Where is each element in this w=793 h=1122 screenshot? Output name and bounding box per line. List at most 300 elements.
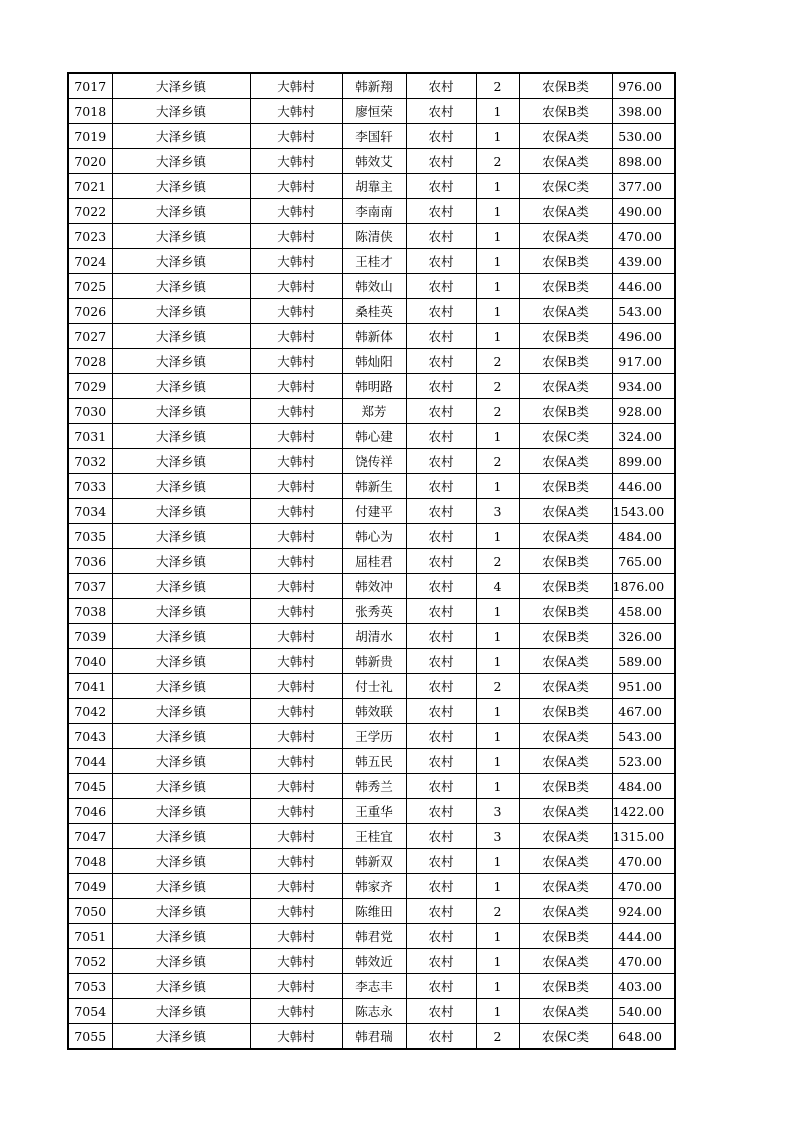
row-id-cell: 7020 xyxy=(68,149,112,174)
amount-cell: 484.00 xyxy=(612,524,675,549)
town-cell: 大泽乡镇 xyxy=(112,449,250,474)
persons-cell: 2 xyxy=(476,374,519,399)
table-body xyxy=(68,73,675,1049)
area-type-cell: 农村 xyxy=(406,249,476,274)
amount-cell: 543.00 xyxy=(612,724,675,749)
name-cell: 付士礼 xyxy=(342,674,406,699)
persons-cell: 1 xyxy=(476,299,519,324)
amount-cell: 467.00 xyxy=(612,699,675,724)
persons-cell: 2 xyxy=(476,399,519,424)
area-type-cell: 农村 xyxy=(406,449,476,474)
name-cell: 陈维田 xyxy=(342,899,406,924)
persons-cell: 2 xyxy=(476,73,519,99)
category-cell: 农保A类 xyxy=(519,674,612,699)
amount-cell: 898.00 xyxy=(612,149,675,174)
town-cell: 大泽乡镇 xyxy=(112,1024,250,1050)
category-cell: 农保B类 xyxy=(519,324,612,349)
town-cell: 大泽乡镇 xyxy=(112,474,250,499)
town-cell: 大泽乡镇 xyxy=(112,749,250,774)
village-cell: 大韩村 xyxy=(250,1024,342,1050)
name-cell: 李志丰 xyxy=(342,974,406,999)
persons-cell: 1 xyxy=(476,424,519,449)
persons-cell: 1 xyxy=(476,849,519,874)
persons-cell: 2 xyxy=(476,899,519,924)
town-cell: 大泽乡镇 xyxy=(112,299,250,324)
row-id-cell: 7031 xyxy=(68,424,112,449)
area-type-cell: 农村 xyxy=(406,624,476,649)
name-cell: 李南南 xyxy=(342,199,406,224)
village-cell: 大韩村 xyxy=(250,374,342,399)
town-cell: 大泽乡镇 xyxy=(112,824,250,849)
table-row xyxy=(68,624,675,649)
table-row xyxy=(68,674,675,699)
persons-cell: 1 xyxy=(476,974,519,999)
category-cell: 农保B类 xyxy=(519,73,612,99)
area-type-cell: 农村 xyxy=(406,73,476,99)
area-type-cell: 农村 xyxy=(406,849,476,874)
amount-cell: 470.00 xyxy=(612,849,675,874)
amount-cell: 1876.00 xyxy=(612,574,675,599)
persons-cell: 1 xyxy=(476,999,519,1024)
village-cell: 大韩村 xyxy=(250,974,342,999)
village-cell: 大韩村 xyxy=(250,849,342,874)
name-cell: 王重华 xyxy=(342,799,406,824)
area-type-cell: 农村 xyxy=(406,324,476,349)
amount-cell: 543.00 xyxy=(612,299,675,324)
village-cell: 大韩村 xyxy=(250,424,342,449)
table-row xyxy=(68,249,675,274)
amount-cell: 377.00 xyxy=(612,174,675,199)
name-cell: 饶传祥 xyxy=(342,449,406,474)
town-cell: 大泽乡镇 xyxy=(112,874,250,899)
village-cell: 大韩村 xyxy=(250,874,342,899)
table-row xyxy=(68,99,675,124)
amount-cell: 1315.00 xyxy=(612,824,675,849)
category-cell: 农保B类 xyxy=(519,99,612,124)
village-cell: 大韩村 xyxy=(250,749,342,774)
row-id-cell: 7050 xyxy=(68,899,112,924)
table-row xyxy=(68,124,675,149)
town-cell: 大泽乡镇 xyxy=(112,174,250,199)
name-cell: 韩心为 xyxy=(342,524,406,549)
town-cell: 大泽乡镇 xyxy=(112,224,250,249)
row-id-cell: 7053 xyxy=(68,974,112,999)
table-row xyxy=(68,799,675,824)
table-row xyxy=(68,524,675,549)
village-cell: 大韩村 xyxy=(250,999,342,1024)
area-type-cell: 农村 xyxy=(406,974,476,999)
row-id-cell: 7045 xyxy=(68,774,112,799)
area-type-cell: 农村 xyxy=(406,999,476,1024)
name-cell: 韩效艾 xyxy=(342,149,406,174)
table-row xyxy=(68,724,675,749)
table-row xyxy=(68,374,675,399)
amount-cell: 490.00 xyxy=(612,199,675,224)
village-cell: 大韩村 xyxy=(250,249,342,274)
village-cell: 大韩村 xyxy=(250,599,342,624)
name-cell: 陈志永 xyxy=(342,999,406,1024)
persons-cell: 1 xyxy=(476,174,519,199)
category-cell: 农保A类 xyxy=(519,199,612,224)
name-cell: 李国轩 xyxy=(342,124,406,149)
table-row xyxy=(68,1024,675,1050)
table-row xyxy=(68,73,675,99)
amount-cell: 470.00 xyxy=(612,949,675,974)
name-cell: 郑芳 xyxy=(342,399,406,424)
persons-cell: 1 xyxy=(476,724,519,749)
table-row xyxy=(68,299,675,324)
name-cell: 韩新双 xyxy=(342,849,406,874)
category-cell: 农保A类 xyxy=(519,749,612,774)
town-cell: 大泽乡镇 xyxy=(112,899,250,924)
table-row xyxy=(68,449,675,474)
table-row xyxy=(68,274,675,299)
name-cell: 韩新翔 xyxy=(342,73,406,99)
area-type-cell: 农村 xyxy=(406,899,476,924)
amount-cell: 924.00 xyxy=(612,899,675,924)
town-cell: 大泽乡镇 xyxy=(112,149,250,174)
village-cell: 大韩村 xyxy=(250,574,342,599)
persons-cell: 1 xyxy=(476,124,519,149)
amount-cell: 648.00 xyxy=(612,1024,675,1050)
area-type-cell: 农村 xyxy=(406,474,476,499)
town-cell: 大泽乡镇 xyxy=(112,774,250,799)
row-id-cell: 7048 xyxy=(68,849,112,874)
row-id-cell: 7051 xyxy=(68,924,112,949)
village-cell: 大韩村 xyxy=(250,699,342,724)
category-cell: 农保A类 xyxy=(519,824,612,849)
town-cell: 大泽乡镇 xyxy=(112,949,250,974)
row-id-cell: 7025 xyxy=(68,274,112,299)
category-cell: 农保A类 xyxy=(519,899,612,924)
name-cell: 韩新贵 xyxy=(342,649,406,674)
persons-cell: 2 xyxy=(476,674,519,699)
area-type-cell: 农村 xyxy=(406,649,476,674)
category-cell: 农保B类 xyxy=(519,249,612,274)
name-cell: 胡清水 xyxy=(342,624,406,649)
area-type-cell: 农村 xyxy=(406,99,476,124)
persons-cell: 1 xyxy=(476,599,519,624)
table-row xyxy=(68,999,675,1024)
village-cell: 大韩村 xyxy=(250,99,342,124)
village-cell: 大韩村 xyxy=(250,199,342,224)
town-cell: 大泽乡镇 xyxy=(112,324,250,349)
town-cell: 大泽乡镇 xyxy=(112,799,250,824)
village-cell: 大韩村 xyxy=(250,624,342,649)
area-type-cell: 农村 xyxy=(406,349,476,374)
name-cell: 韩家齐 xyxy=(342,874,406,899)
category-cell: 农保A类 xyxy=(519,799,612,824)
table-row xyxy=(68,549,675,574)
village-cell: 大韩村 xyxy=(250,299,342,324)
category-cell: 农保B类 xyxy=(519,774,612,799)
row-id-cell: 7043 xyxy=(68,724,112,749)
row-id-cell: 7032 xyxy=(68,449,112,474)
persons-cell: 1 xyxy=(476,749,519,774)
town-cell: 大泽乡镇 xyxy=(112,399,250,424)
category-cell: 农保A类 xyxy=(519,374,612,399)
village-cell: 大韩村 xyxy=(250,674,342,699)
amount-cell: 470.00 xyxy=(612,874,675,899)
table-row xyxy=(68,599,675,624)
town-cell: 大泽乡镇 xyxy=(112,674,250,699)
table-row xyxy=(68,974,675,999)
name-cell: 韩新体 xyxy=(342,324,406,349)
category-cell: 农保B类 xyxy=(519,699,612,724)
name-cell: 付建平 xyxy=(342,499,406,524)
category-cell: 农保B类 xyxy=(519,349,612,374)
area-type-cell: 农村 xyxy=(406,949,476,974)
area-type-cell: 农村 xyxy=(406,799,476,824)
table-row xyxy=(68,699,675,724)
amount-cell: 326.00 xyxy=(612,624,675,649)
category-cell: 农保A类 xyxy=(519,874,612,899)
village-cell: 大韩村 xyxy=(250,899,342,924)
village-cell: 大韩村 xyxy=(250,73,342,99)
area-type-cell: 农村 xyxy=(406,524,476,549)
amount-cell: 398.00 xyxy=(612,99,675,124)
category-cell: 农保B类 xyxy=(519,574,612,599)
table-row xyxy=(68,824,675,849)
table-row xyxy=(68,749,675,774)
data-table xyxy=(67,72,676,1050)
village-cell: 大韩村 xyxy=(250,724,342,749)
category-cell: 农保B类 xyxy=(519,549,612,574)
row-id-cell: 7055 xyxy=(68,1024,112,1050)
area-type-cell: 农村 xyxy=(406,724,476,749)
village-cell: 大韩村 xyxy=(250,799,342,824)
amount-cell: 439.00 xyxy=(612,249,675,274)
row-id-cell: 7034 xyxy=(68,499,112,524)
row-id-cell: 7024 xyxy=(68,249,112,274)
village-cell: 大韩村 xyxy=(250,324,342,349)
amount-cell: 1422.00 xyxy=(612,799,675,824)
row-id-cell: 7038 xyxy=(68,599,112,624)
name-cell: 屈桂君 xyxy=(342,549,406,574)
town-cell: 大泽乡镇 xyxy=(112,849,250,874)
town-cell: 大泽乡镇 xyxy=(112,649,250,674)
persons-cell: 4 xyxy=(476,574,519,599)
town-cell: 大泽乡镇 xyxy=(112,574,250,599)
table-row xyxy=(68,649,675,674)
village-cell: 大韩村 xyxy=(250,524,342,549)
table-row xyxy=(68,474,675,499)
persons-cell: 1 xyxy=(476,774,519,799)
category-cell: 农保B类 xyxy=(519,974,612,999)
persons-cell: 1 xyxy=(476,249,519,274)
category-cell: 农保A类 xyxy=(519,949,612,974)
row-id-cell: 7018 xyxy=(68,99,112,124)
village-cell: 大韩村 xyxy=(250,274,342,299)
area-type-cell: 农村 xyxy=(406,699,476,724)
village-cell: 大韩村 xyxy=(250,549,342,574)
name-cell: 廖恒荣 xyxy=(342,99,406,124)
category-cell: 农保B类 xyxy=(519,624,612,649)
area-type-cell: 农村 xyxy=(406,874,476,899)
row-id-cell: 7019 xyxy=(68,124,112,149)
village-cell: 大韩村 xyxy=(250,149,342,174)
amount-cell: 589.00 xyxy=(612,649,675,674)
area-type-cell: 农村 xyxy=(406,274,476,299)
row-id-cell: 7037 xyxy=(68,574,112,599)
name-cell: 韩心建 xyxy=(342,424,406,449)
amount-cell: 324.00 xyxy=(612,424,675,449)
row-id-cell: 7026 xyxy=(68,299,112,324)
name-cell: 王桂宜 xyxy=(342,824,406,849)
category-cell: 农保A类 xyxy=(519,449,612,474)
village-cell: 大韩村 xyxy=(250,924,342,949)
persons-cell: 2 xyxy=(476,149,519,174)
persons-cell: 2 xyxy=(476,449,519,474)
area-type-cell: 农村 xyxy=(406,149,476,174)
village-cell: 大韩村 xyxy=(250,124,342,149)
category-cell: 农保B类 xyxy=(519,274,612,299)
amount-cell: 530.00 xyxy=(612,124,675,149)
amount-cell: 899.00 xyxy=(612,449,675,474)
persons-cell: 2 xyxy=(476,349,519,374)
amount-cell: 765.00 xyxy=(612,549,675,574)
area-type-cell: 农村 xyxy=(406,549,476,574)
category-cell: 农保A类 xyxy=(519,224,612,249)
row-id-cell: 7017 xyxy=(68,73,112,99)
name-cell: 韩君瑞 xyxy=(342,1024,406,1050)
amount-cell: 484.00 xyxy=(612,774,675,799)
village-cell: 大韩村 xyxy=(250,224,342,249)
persons-cell: 1 xyxy=(476,524,519,549)
row-id-cell: 7054 xyxy=(68,999,112,1024)
town-cell: 大泽乡镇 xyxy=(112,73,250,99)
persons-cell: 1 xyxy=(476,274,519,299)
village-cell: 大韩村 xyxy=(250,949,342,974)
table-row xyxy=(68,199,675,224)
row-id-cell: 7046 xyxy=(68,799,112,824)
village-cell: 大韩村 xyxy=(250,774,342,799)
village-cell: 大韩村 xyxy=(250,449,342,474)
persons-cell: 2 xyxy=(476,1024,519,1050)
row-id-cell: 7039 xyxy=(68,624,112,649)
persons-cell: 1 xyxy=(476,699,519,724)
town-cell: 大泽乡镇 xyxy=(112,999,250,1024)
area-type-cell: 农村 xyxy=(406,574,476,599)
town-cell: 大泽乡镇 xyxy=(112,274,250,299)
town-cell: 大泽乡镇 xyxy=(112,374,250,399)
town-cell: 大泽乡镇 xyxy=(112,699,250,724)
village-cell: 大韩村 xyxy=(250,174,342,199)
town-cell: 大泽乡镇 xyxy=(112,249,250,274)
name-cell: 韩五民 xyxy=(342,749,406,774)
village-cell: 大韩村 xyxy=(250,399,342,424)
area-type-cell: 农村 xyxy=(406,199,476,224)
amount-cell: 1543.00 xyxy=(612,499,675,524)
table-row xyxy=(68,324,675,349)
town-cell: 大泽乡镇 xyxy=(112,624,250,649)
persons-cell: 1 xyxy=(476,224,519,249)
category-cell: 农保B类 xyxy=(519,924,612,949)
village-cell: 大韩村 xyxy=(250,349,342,374)
persons-cell: 1 xyxy=(476,874,519,899)
row-id-cell: 7028 xyxy=(68,349,112,374)
table-row xyxy=(68,224,675,249)
row-id-cell: 7021 xyxy=(68,174,112,199)
town-cell: 大泽乡镇 xyxy=(112,99,250,124)
name-cell: 韩秀兰 xyxy=(342,774,406,799)
area-type-cell: 农村 xyxy=(406,124,476,149)
amount-cell: 934.00 xyxy=(612,374,675,399)
category-cell: 农保A类 xyxy=(519,524,612,549)
persons-cell: 1 xyxy=(476,99,519,124)
amount-cell: 928.00 xyxy=(612,399,675,424)
row-id-cell: 7047 xyxy=(68,824,112,849)
persons-cell: 3 xyxy=(476,799,519,824)
amount-cell: 976.00 xyxy=(612,73,675,99)
row-id-cell: 7027 xyxy=(68,324,112,349)
town-cell: 大泽乡镇 xyxy=(112,599,250,624)
category-cell: 农保A类 xyxy=(519,149,612,174)
row-id-cell: 7040 xyxy=(68,649,112,674)
table-row xyxy=(68,424,675,449)
category-cell: 农保A类 xyxy=(519,124,612,149)
amount-cell: 444.00 xyxy=(612,924,675,949)
name-cell: 韩效近 xyxy=(342,949,406,974)
table-row xyxy=(68,399,675,424)
town-cell: 大泽乡镇 xyxy=(112,124,250,149)
row-id-cell: 7033 xyxy=(68,474,112,499)
area-type-cell: 农村 xyxy=(406,774,476,799)
category-cell: 农保B类 xyxy=(519,474,612,499)
persons-cell: 3 xyxy=(476,499,519,524)
village-cell: 大韩村 xyxy=(250,474,342,499)
area-type-cell: 农村 xyxy=(406,749,476,774)
category-cell: 农保A类 xyxy=(519,999,612,1024)
table-row xyxy=(68,174,675,199)
village-cell: 大韩村 xyxy=(250,649,342,674)
name-cell: 陈清侠 xyxy=(342,224,406,249)
table-row xyxy=(68,874,675,899)
area-type-cell: 农村 xyxy=(406,824,476,849)
town-cell: 大泽乡镇 xyxy=(112,924,250,949)
row-id-cell: 7049 xyxy=(68,874,112,899)
area-type-cell: 农村 xyxy=(406,374,476,399)
row-id-cell: 7030 xyxy=(68,399,112,424)
category-cell: 农保B类 xyxy=(519,399,612,424)
area-type-cell: 农村 xyxy=(406,674,476,699)
area-type-cell: 农村 xyxy=(406,399,476,424)
table-row xyxy=(68,499,675,524)
category-cell: 农保C类 xyxy=(519,424,612,449)
area-type-cell: 农村 xyxy=(406,174,476,199)
name-cell: 韩效山 xyxy=(342,274,406,299)
name-cell: 韩效冲 xyxy=(342,574,406,599)
category-cell: 农保A类 xyxy=(519,299,612,324)
town-cell: 大泽乡镇 xyxy=(112,724,250,749)
area-type-cell: 农村 xyxy=(406,499,476,524)
amount-cell: 951.00 xyxy=(612,674,675,699)
area-type-cell: 农村 xyxy=(406,424,476,449)
persons-cell: 1 xyxy=(476,649,519,674)
category-cell: 农保A类 xyxy=(519,499,612,524)
amount-cell: 540.00 xyxy=(612,999,675,1024)
table-row xyxy=(68,774,675,799)
town-cell: 大泽乡镇 xyxy=(112,974,250,999)
persons-cell: 1 xyxy=(476,624,519,649)
persons-cell: 1 xyxy=(476,949,519,974)
village-cell: 大韩村 xyxy=(250,499,342,524)
name-cell: 韩灿阳 xyxy=(342,349,406,374)
category-cell: 农保A类 xyxy=(519,849,612,874)
name-cell: 王桂才 xyxy=(342,249,406,274)
town-cell: 大泽乡镇 xyxy=(112,524,250,549)
row-id-cell: 7022 xyxy=(68,199,112,224)
